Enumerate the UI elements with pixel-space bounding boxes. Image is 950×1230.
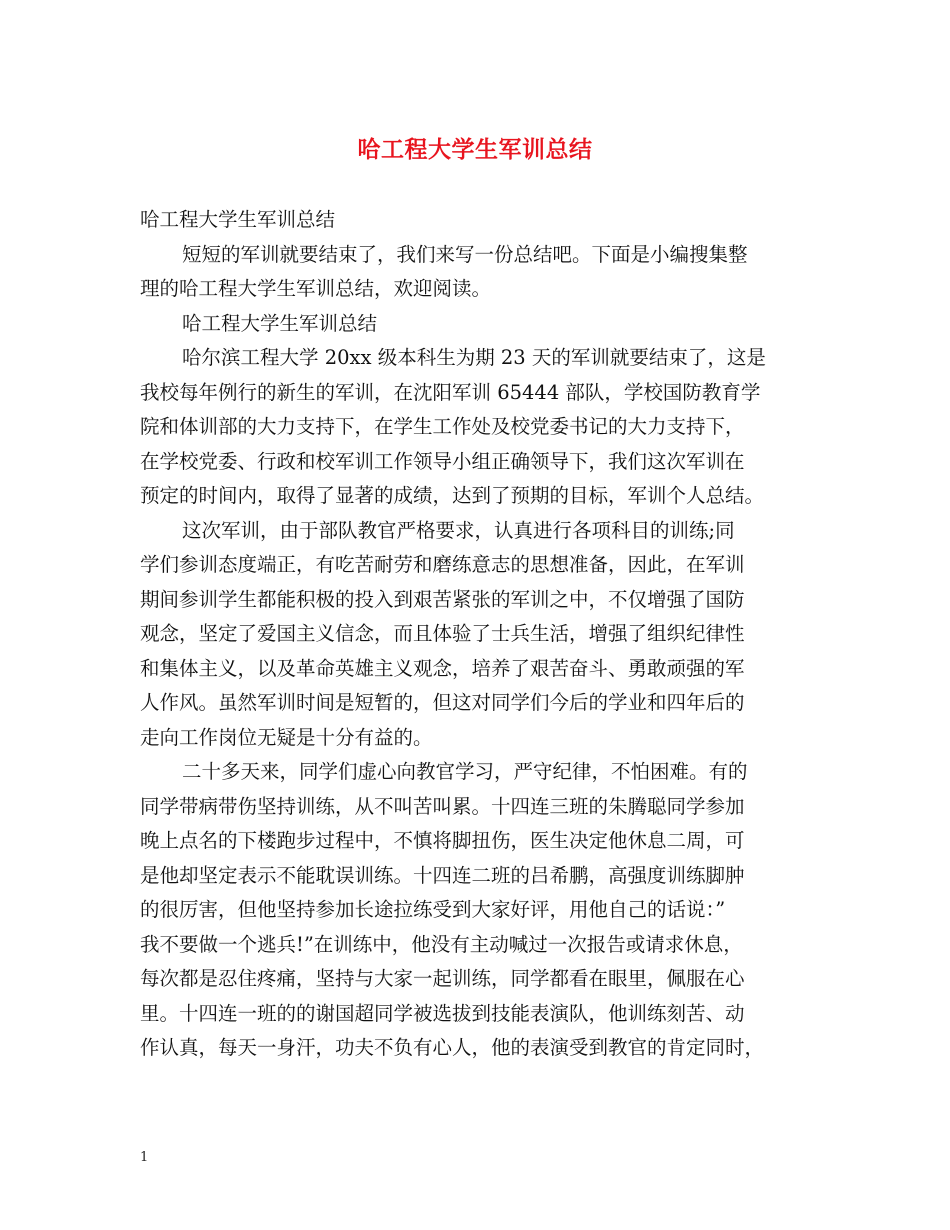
text-line: 每次都是忍住疼痛，坚持与大家一起训练，同学都看在眼里，佩服在心 — [140, 967, 745, 990]
text-line: 晚上点名的下楼跑步过程中，不慎将脚扭伤，医生决定他休息二周，可 — [140, 829, 745, 852]
text-line: 在学校党委、行政和校军训工作领导小组正确领导下，我们这次军训在 — [140, 449, 745, 473]
text-line: 和集体主义，以及革命英雄主义观念，培养了艰苦奋斗、勇敢顽强的军 — [140, 656, 745, 680]
text-line: 我校每年例行的新生的军训，在沈阳军训 65444 部队，学校国防教育学 — [140, 380, 761, 404]
text-line: 期间参训学生都能积极的投入到艰苦紧张的军训之中，不仅增强了国防 — [140, 587, 745, 611]
text-line: 短短的军训就要结束了，我们来写一份总结吧。下面是小编搜集整 — [182, 242, 748, 266]
text-line: 我不要做一个逃兵!”在训练中，他没有主动喊过一次报告或请求休息， — [140, 932, 743, 956]
page-number: 1 — [140, 1150, 149, 1165]
text-line: 里。十四连一班的的谢国超同学被选拔到技能表演队，他训练刻苦、动 — [140, 1001, 745, 1025]
text-line: 这次军训，由于部队教官严格要求，认真进行各项科目的训练;同 — [182, 518, 735, 542]
text-line: 同学带病带伤坚持训练，从不叫苦叫累。十四连三班的朱腾聪同学参加 — [140, 794, 745, 818]
text-line: 的很厉害，但他坚持参加长途拉练受到大家好评，用他自己的话说：” — [140, 898, 726, 921]
text-line: 哈工程大学生军训总结 — [182, 311, 378, 335]
text-line: 二十多天来，同学们虚心向教官学习，严守纪律，不怕困难。有的 — [182, 760, 748, 783]
text-line: 观念，坚定了爱国主义信念，而且体验了士兵生活，增强了组织纪律性 — [140, 622, 745, 645]
text-line: 是他却坚定表示不能耽误训练。十四连二班的吕希鹏，高强度训练脚肿 — [140, 863, 745, 887]
text-line: 作认真，每天一身汗，功夫不负有心人，他的表演受到教官的肯定同时， — [140, 1036, 765, 1059]
text-line: 人作风。虽然军训时间是短暂的，但这对同学们今后的学业和四年后的 — [140, 691, 745, 714]
text-line: 理的哈工程大学生军训总结，欢迎阅读。 — [140, 277, 492, 300]
text-line: 哈工程大学生军训总结 — [140, 208, 336, 231]
document-body — [140, 203, 830, 1066]
text-line: 院和体训部的大力支持下，在学生工作处及校党委书记的大力支持下， — [140, 415, 745, 438]
text-line: 哈尔滨工程大学 20xx 级本科生为期 23 天的军训就要结束了，这是 — [182, 346, 766, 369]
text-line: 学们参训态度端正，有吃苦耐劳和磨练意志的思想准备，因此，在军训 — [140, 553, 745, 576]
document-title: 哈工程大学生军训总结 — [357, 137, 593, 163]
text-line: 预定的时间内，取得了显著的成绩，达到了预期的目标，军训个人总结。 — [140, 484, 765, 507]
text-line: 走向工作岗位无疑是十分有益的。 — [140, 725, 433, 749]
